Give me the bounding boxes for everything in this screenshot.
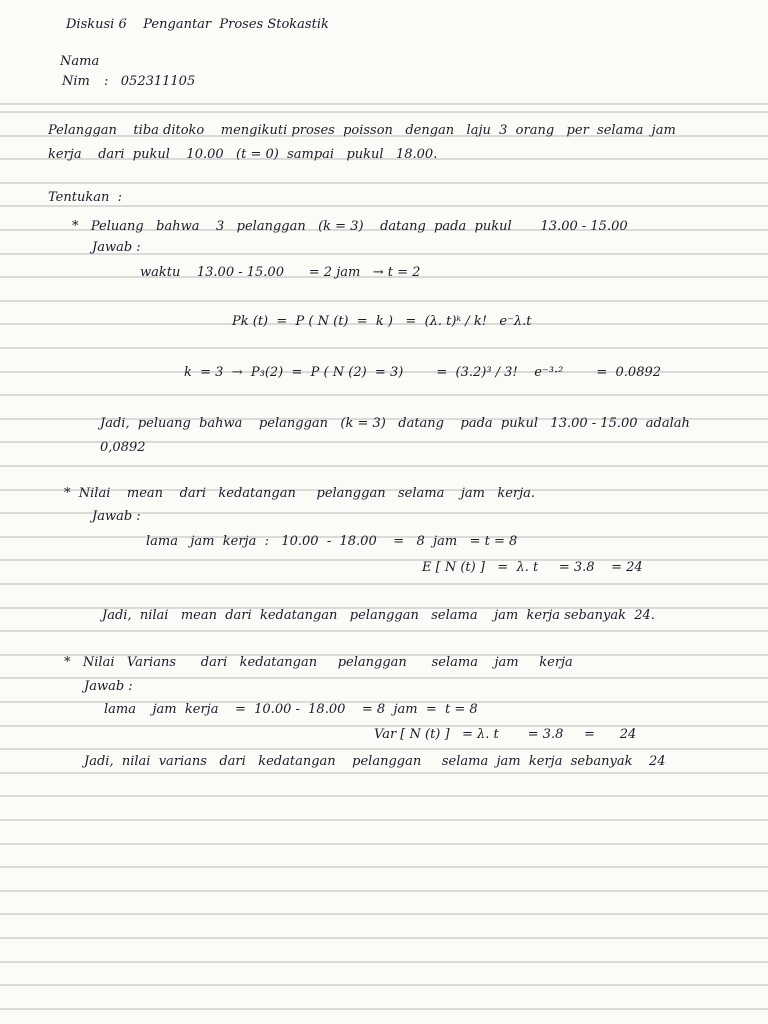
time-interval: waktu 13.00 - 15.00 = 2 jam → t = 2 bbox=[140, 265, 421, 280]
probability-calculation: k = 3 → P₃(2) = P ( N (2) = 3) = (3.2)³ / 3! e⁻³·² = 0.0892 bbox=[184, 365, 662, 380]
conclusion-probability-line-2: 0,0892 bbox=[100, 440, 146, 455]
work-duration: lama jam kerja = 10.00 - 18.00 = 8 jam = t = 8 bbox=[104, 702, 478, 717]
problem-line-1: Pelanggan tiba ditoko mengikuti proses poisson dengan laju 3 orang per selama jam bbox=[48, 123, 676, 138]
tentukan-heading: Tentukan : bbox=[48, 190, 122, 205]
answer-label: Jawab : bbox=[84, 679, 133, 694]
poisson-formula: Pk (t) = P ( N (t) = k ) = (λ. t)ᵏ / k! e⁻λ.t bbox=[232, 314, 532, 329]
answer-label: Jawab : bbox=[92, 509, 141, 524]
problem-line-2: kerja dari pukul 10.00 (t = 0) sampai pukul 18.00. bbox=[48, 147, 438, 162]
variance-value: Var [ N (t) ] = λ. t = 3.8 = 24 bbox=[374, 727, 637, 742]
question-variance: * Nilai Varians dari kedatangan pelanggan selama jam kerja bbox=[64, 655, 573, 670]
conclusion-probability-line-1: Jadi, peluang bahwa pelanggan (k = 3) datang pada pukul 13.00 - 15.00 adalah bbox=[100, 416, 690, 431]
nim-label: Nim bbox=[62, 74, 90, 89]
name-label: Nama bbox=[60, 54, 100, 69]
course-title: Diskusi 6 Pengantar Proses Stokastik bbox=[66, 17, 329, 32]
work-duration: lama jam kerja : 10.00 - 18.00 = 8 jam = t = 8 bbox=[146, 534, 518, 549]
answer-label: Jawab : bbox=[92, 240, 141, 255]
question-mean: * Nilai mean dari kedatangan pelanggan selama jam kerja. bbox=[64, 486, 536, 501]
conclusion-mean: Jadi, nilai mean dari kedatangan pelanggan selama jam kerja sebanyak 24. bbox=[102, 608, 655, 623]
conclusion-variance: Jadi, nilai varians dari kedatangan pelanggan selama jam kerja sebanyak 24 bbox=[84, 754, 666, 769]
nim-value: : 052311105 bbox=[104, 74, 196, 89]
expected-value: E [ N (t) ] = λ. t = 3.8 = 24 bbox=[422, 560, 643, 575]
question-probability: * Peluang bahwa 3 pelanggan (k = 3) datang pada pukul 13.00 - 15.00 bbox=[72, 219, 628, 234]
